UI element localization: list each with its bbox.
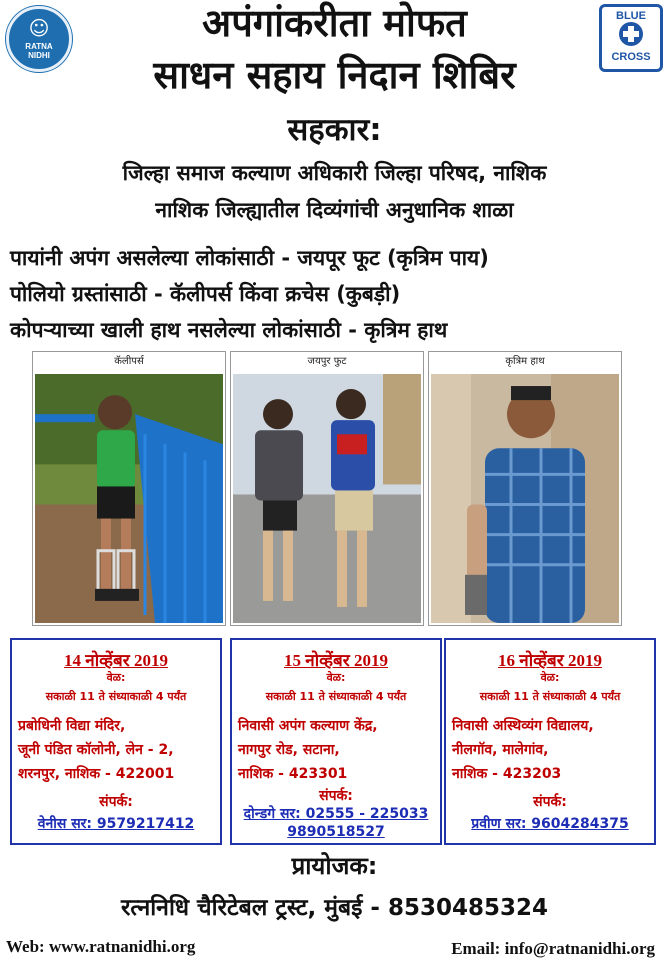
contact-value: 9890518527 xyxy=(287,824,385,840)
time-label: वेळ: xyxy=(106,671,126,684)
aid-calipers: पोलियो ग्रस्तांसाठी - कॅलीपर्स किंवा क्रचेस (कुबड़ी) xyxy=(10,282,401,306)
time-label: वेळ: xyxy=(326,671,346,684)
contact-value: दोन्डगे सर: 02555 - 225033 xyxy=(243,806,429,822)
camp-time: सकाळी 11 ते संध्याकाळी 4 पर्यंत xyxy=(265,690,407,703)
camp-address xyxy=(238,714,438,786)
photo-caption: कृत्रिम हाथ xyxy=(505,356,545,367)
collab-label: सहकार: xyxy=(287,112,382,148)
contact-label: संपर्क: xyxy=(319,788,353,804)
camp-box-1 xyxy=(10,638,222,845)
address-line: निवासी अस्थिव्यंग विद्यालय, xyxy=(452,718,594,734)
sponsor-name: रत्ननिधि चैरिटेबल ट्रस्ट, मुंबई - 8530485324 xyxy=(120,895,548,921)
website-link[interactable]: Web: www.ratnanidhi.org xyxy=(6,937,196,956)
logo-left-line1: RATNA xyxy=(25,42,53,51)
reading-child-icon: ☺ xyxy=(28,16,50,40)
contact-label: संपर्क: xyxy=(99,794,133,810)
camp-date: 14 नोव्हेंबर 2019 xyxy=(64,651,168,670)
address-line: जूनी पंडित कॉलोनी, लेन - 2, xyxy=(18,742,174,758)
contact-value: वेनीस सर: 9579217412 xyxy=(37,816,195,832)
address-line: नाशिक - 423301 xyxy=(238,766,348,782)
contact-value: प्रवीण सर: 9604284375 xyxy=(471,816,629,832)
photo-caption: जयपुर फुट xyxy=(307,356,347,367)
address-line: नीलगॉव, मालेगांव, xyxy=(452,742,549,758)
photo-jaipur-foot xyxy=(230,351,424,626)
time-label: वेळ: xyxy=(540,671,560,684)
email-link[interactable]: Email: info@ratnanidhi.org xyxy=(451,939,655,958)
address-line: नाशिक - 423203 xyxy=(452,766,562,782)
camp-address xyxy=(18,714,218,786)
aid-jaipur-foot: पायांनी अपंग असलेल्या लोकांसाठी - जयपूर फूट (कृत्रिम पाय) xyxy=(10,246,489,270)
contact-label: संपर्क: xyxy=(533,794,567,810)
collab-line-1: जिल्हा समाज कल्याण अधिकारी जिल्हा परिषद, नाशिक xyxy=(122,161,547,185)
address-line: प्रबोधिनी विद्या मंदिर, xyxy=(18,718,126,734)
logo-left-line2: NIDHI xyxy=(28,51,50,60)
photo-calipers xyxy=(32,351,226,626)
camp-box-2 xyxy=(230,638,442,845)
camp-date: 16 नोव्हेंबर 2019 xyxy=(498,651,602,670)
photo-girl-with-calipers xyxy=(35,374,223,623)
photo-artificial-hand xyxy=(428,351,622,626)
logo-right-line2: CROSS xyxy=(611,51,651,63)
camp-time: सकाळी 11 ते संध्याकाळी 4 पर्यंत xyxy=(45,690,187,703)
title-line-1: अपंगांकरीता मोफत xyxy=(202,1,467,45)
camp-date: 15 नोव्हेंबर 2019 xyxy=(284,651,388,670)
camp-box-3 xyxy=(444,638,656,845)
camp-time: सकाळी 11 ते संध्याकाळी 4 पर्यंत xyxy=(479,690,621,703)
photo-man-with-artificial-hand xyxy=(431,374,619,623)
address-line: नागपुर रोड, सटाना, xyxy=(238,742,340,758)
photo-boys-with-jaipur-foot xyxy=(233,374,421,623)
title-line-2: साधन सहाय निदान शिबिर xyxy=(153,53,516,97)
camp-address xyxy=(452,714,652,786)
logo-right-line1: BLUE xyxy=(616,10,646,22)
address-line: शरनपुर, नाशिक - 422001 xyxy=(18,766,175,782)
photo-caption: कॅलीपर्स xyxy=(114,356,144,367)
address-line: निवासी अपंग कल्याण केंद्र, xyxy=(238,718,378,734)
sponsor-label: प्रायोजक: xyxy=(291,852,378,880)
aid-artificial-hand: कोपऱ्याच्या खाली हाथ नसलेल्या लोकांसाठी - कृत्रिम हाथ xyxy=(10,318,448,342)
collab-line-2: नाशिक जिल्ह्यातील दिव्यंगांची अनुधानिक शाळा xyxy=(155,198,514,222)
